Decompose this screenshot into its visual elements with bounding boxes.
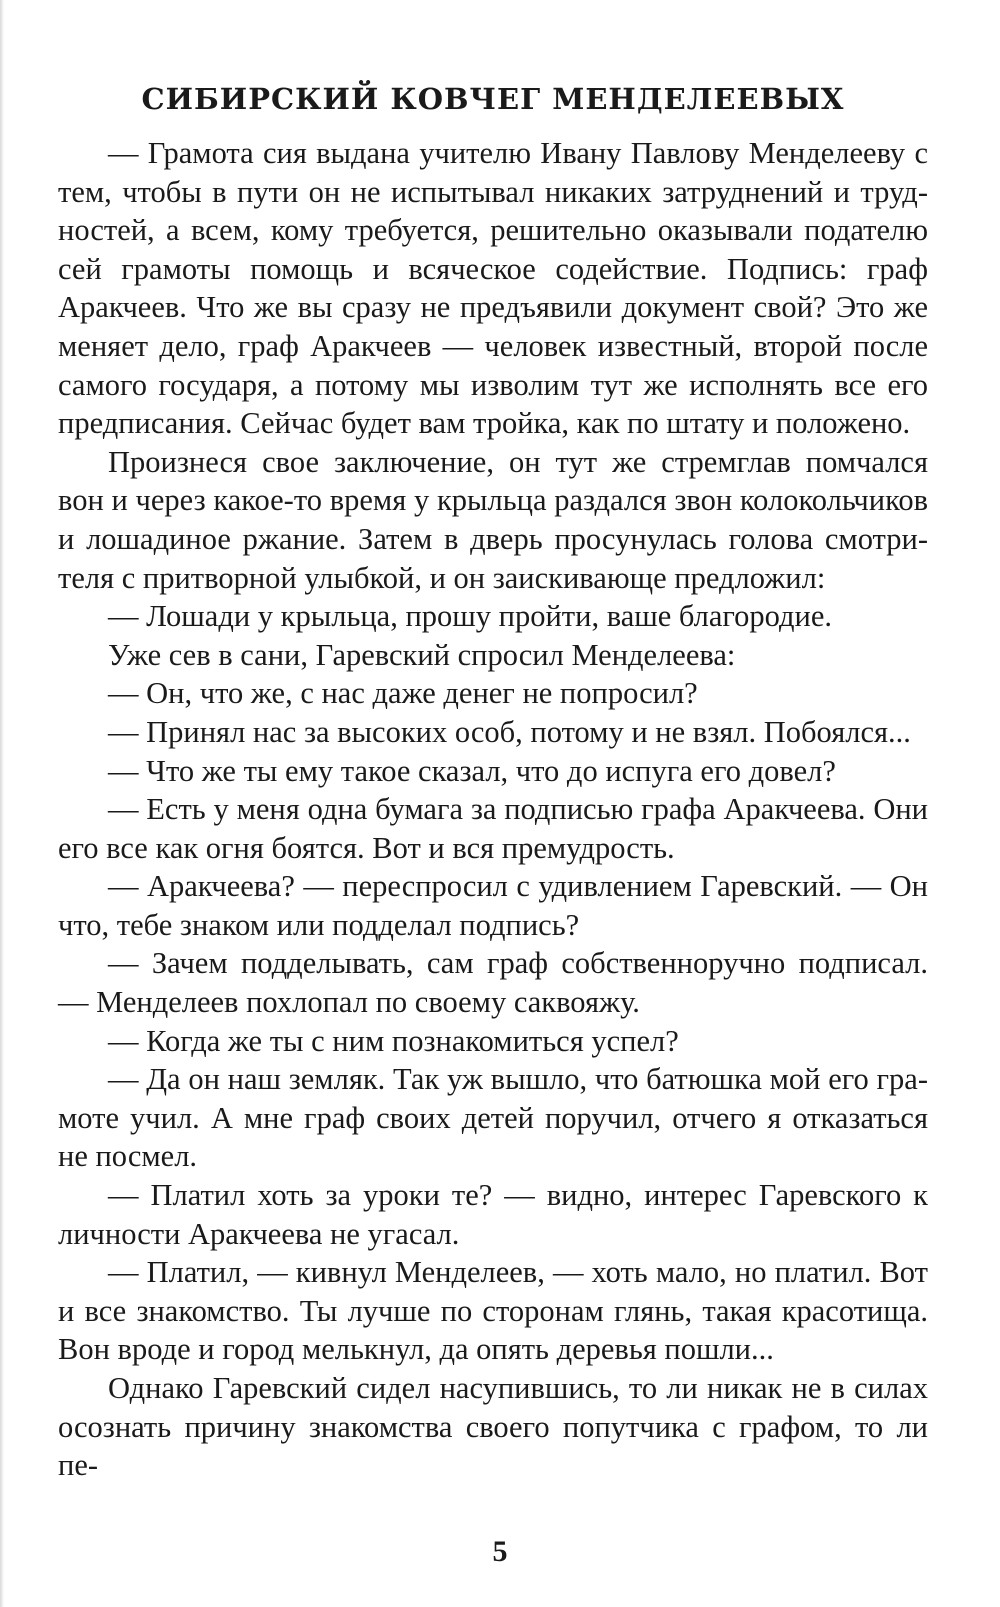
paragraph: — Лошади у крыльца, прошу пройти, ваше благородие. — [108, 599, 833, 634]
paragraph: Уже сев в сани, Гаревский спросил Менделеева: — [108, 637, 736, 672]
body-text — [58, 134, 928, 1485]
paragraph: — Платил хоть за уроки те? — видно, интерес Гаревского к личности Аракчеева не угасал. — [58, 1178, 928, 1251]
paragraph: — Принял нас за высоких особ, потому и не взял. Побоялся... — [108, 714, 911, 749]
paragraph: — Он, что же, с нас даже денег не попросил? — [108, 676, 698, 711]
paragraph: — Когда же ты с ним познакомиться успел? — [108, 1023, 679, 1058]
paragraph: — Аракчеева? — переспросил с удивлением Гаревский. — Он что, тебе знаком или подделал подпись? — [58, 869, 928, 942]
running-head-title: СИБИРСКИЙ КОВЧЕГ МЕНДЕЛЕЕВЫХ — [141, 82, 845, 116]
paragraph: — Да он наш земляк. Так уж вышло, что батюшка мой его грамоте учил. А мне граф своих детей поручил, отчего я отказаться не посмел. — [58, 1062, 928, 1174]
page-number: 5 — [492, 1535, 508, 1568]
paragraph: — Есть у меня одна бумага за подписью графа Аракчеева. Они его все как огня боятся. Вот и вся премудрость. — [58, 792, 928, 865]
paragraph: — Что же ты ему такое сказал, что до испуга его довел? — [108, 753, 836, 788]
paragraph: — Зачем подделывать, сам граф собственноручно подписал. — Менделеев похлопал по своему саквояжу. — [58, 946, 928, 1020]
paragraph: Однако Гаревский сидел насупившись, то ли никак не в силах осознать причину знакомства своего попутчика с графом, то ли пе- — [58, 1371, 928, 1483]
paragraph: Произнеся свое заключение, он тут же стремглав помчался вон и через какое-то время у крыльца раздался звон колокольчиков и лошадиное ржание. Затем в дверь просунулась голова смотрителя с притворной улыбкой, и он заискивающе предложил: — [58, 444, 928, 595]
paragraph: — Платил, — кивнул Менделеев, — хоть мало, но платил. Вот и все знакомство. Ты лучше по сторонам глянь, такая красотища. Вон вроде и город мелькнул, да опять деревья пошли... — [58, 1255, 928, 1367]
paragraph: — Грамота сия выдана учителю Ивану Павлову Менделееву с тем, чтобы в пути он не испытывал никаких затруднений и трудностей, а всем, кому требуется, решительно оказывали подателю сей грамоты помощь и всяческое содействие. Подпись: граф Аракчеев. Что же вы сразу не предъявили документ свой? Это же меняет дело, граф Аракчеев — человек известный, второй после самого государя, а потому мы изволим тут же исполнять все его предписания. Сейчас будет вам тройка, как по штату и положено. — [58, 136, 928, 441]
